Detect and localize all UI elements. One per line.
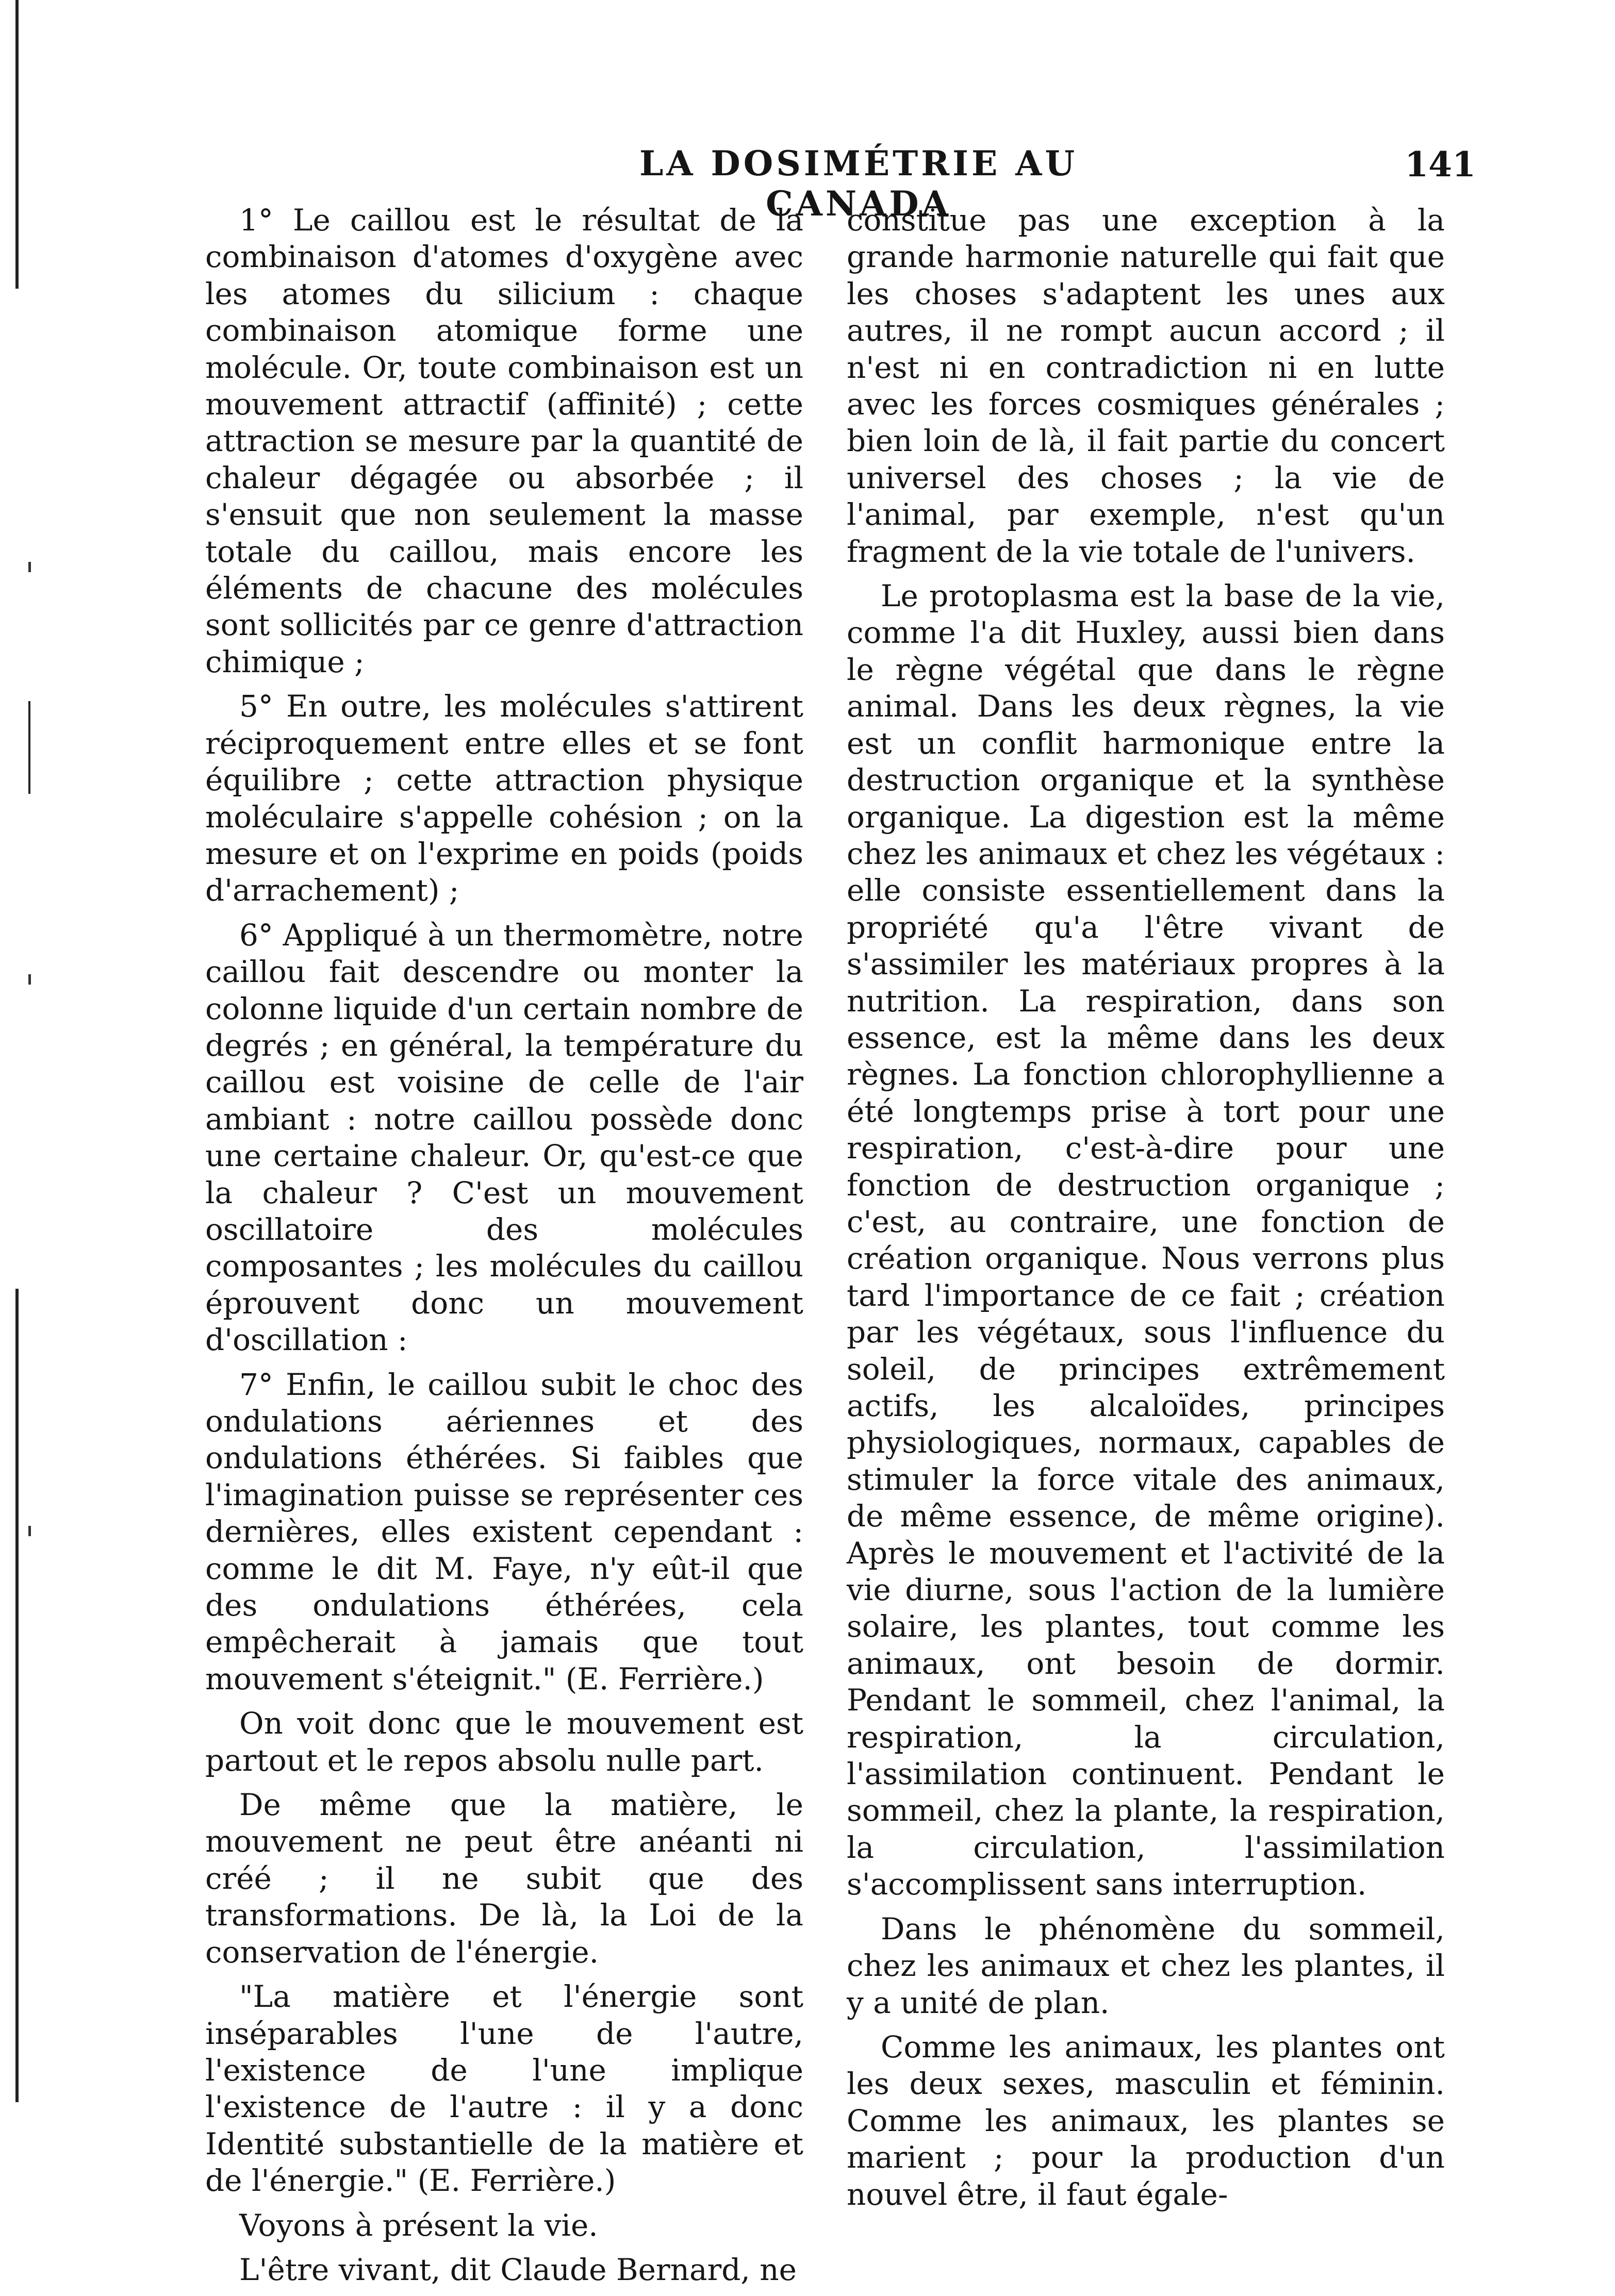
scan-edge-line [15,0,19,289]
scan-speck [28,562,31,572]
right-column [847,202,1445,2221]
paragraph: Dans le phénomène du sommeil, chez les animaux et chez les plantes, il y a unité de plan. [847,1911,1445,2020]
paragraph: 5° En outre, les molécules s'attirent réciproquement entre elles et se font équilibre ; cette attraction physique moléculaire s'appelle cohésion ; on la mesure et on l'exprime en poids (poids d'arrachement) ; [205,689,803,908]
left-column [205,202,803,2296]
scan-speck [28,1526,31,1536]
paragraph: 1° Le caillou est le résultat de la combinaison d'atomes d'oxygène avec les atomes du silicium : chaque combinaison atomique forme une molécule. Or, toute combinaison est un mouvement attractif (affinité) ; cette attraction se mesure par la quantité de chaleur dégagée ou absorbée ; il s'ensuit que non seulement la masse totale du caillou, mais encore les éléments de chacune des molécules sont sollicités par ce genre d'attraction chimique ; [205,203,803,679]
scan-edge-line [28,701,30,794]
scan-edge-line [15,1289,19,2102]
paragraph: De même que la matière, le mouvement ne peut être anéanti ni créé ; il ne subit que des transformations. De là, la Loi de la conservation de l'énergie. [205,1787,803,1970]
scan-speck [28,974,31,985]
paragraph: Voyons à présent la vie. [239,2207,598,2243]
page-number: 141 [1405,144,1476,185]
paragraph: 6° Appliqué à un thermomètre, notre caillou fait descendre ou monter la colonne liquide d'un certain nombre de degrés ; en général, la température du caillou est voisine de celle de l'air ambiant : notre caillou possède donc une certaine chaleur. Or, qu'est-ce que la chaleur ? C'est un mouvement oscillatoire des molécules composantes ; les molécules du caillou éprouvent donc un mouvement d'oscillation : [205,917,803,1358]
paragraph: L'être vivant, dit Claude Bernard, ne [239,2252,797,2287]
page-title: LA DOSIMÉTRIE AU CANADA [639,143,1078,224]
paragraph: "La matière et l'énergie sont inséparables l'une de l'autre, l'existence de l'une implique l'existence de l'autre : il y a donc Identité substantielle de la matière et de l'énergie." (E. Ferrière.) [205,1979,803,2199]
paragraph: On voit donc que le mouvement est partout et le repos absolu nulle part. [205,1706,803,1778]
paragraph-continuation: constitue pas une exception à la grande harmonie naturelle qui fait que les choses s'adaptent les unes aux autres, il ne rompt aucun accord ; il n'est ni en contradiction ni en lutte avec les forces cosmiques générales ; bien loin de là, il fait partie du concert universel des choses ; la vie de l'animal, par exemple, n'est qu'un fragment de la vie totale de l'univers. [847,203,1445,569]
paragraph: 7° Enfin, le caillou subit le choc des ondulations aériennes et des ondulations éthérées. Si faibles que l'imagination puisse se représenter ces dernières, elles existent cependant : comme le dit M. Faye, n'y eût-il que des ondulations éthérées, cela empêcherait à jamais que tout mouvement s'éteignit." (E. Ferrière.) [205,1367,803,1696]
paragraph: Comme les animaux, les plantes ont les deux sexes, masculin et féminin. Comme les animaux, les plantes se marient ; pour la production d'un nouvel être, il faut égale- [847,2029,1445,2212]
paragraph: Le protoplasma est la base de la vie, comme l'a dit Huxley, aussi bien dans le règne végétal que dans le règne animal. Dans les deux règnes, la vie est un conflit harmonique entre la destruction organique et la synthèse organique. La digestion est la même chez les animaux et chez les végétaux : elle consiste essentiellement dans la propriété qu'a l'être vivant de s'assimiler les matériaux propres à la nutrition. La respiration, dans son essence, est la même dans les deux règnes. La fonction chlorophyllienne a été longtemps prise à tort pour une respiration, c'est-à-dire pour une fonction de destruction organique ; c'est, au contraire, une fonction de création organique. Nous verrons plus tard l'importance de ce fait ; création par les végétaux, sous l'influence du soleil, de principes extrêmement actifs, les alcaloïdes, principes physiologiques, normaux, capables de stimuler la force vitale des animaux, de même essence, de même origine). Après le mouvement et l'activité de la vie diurne, sous l'action de la lumière solaire, les plantes, tout comme les animaux, ont besoin de dormir. Pendant le sommeil, chez l'animal, la respiration, la circulation, l'assimilation continuent. Pendant le sommeil, chez la plante, la respiration, la circulation, l'assimilation s'accomplissent sans interruption. [847,578,1445,1902]
